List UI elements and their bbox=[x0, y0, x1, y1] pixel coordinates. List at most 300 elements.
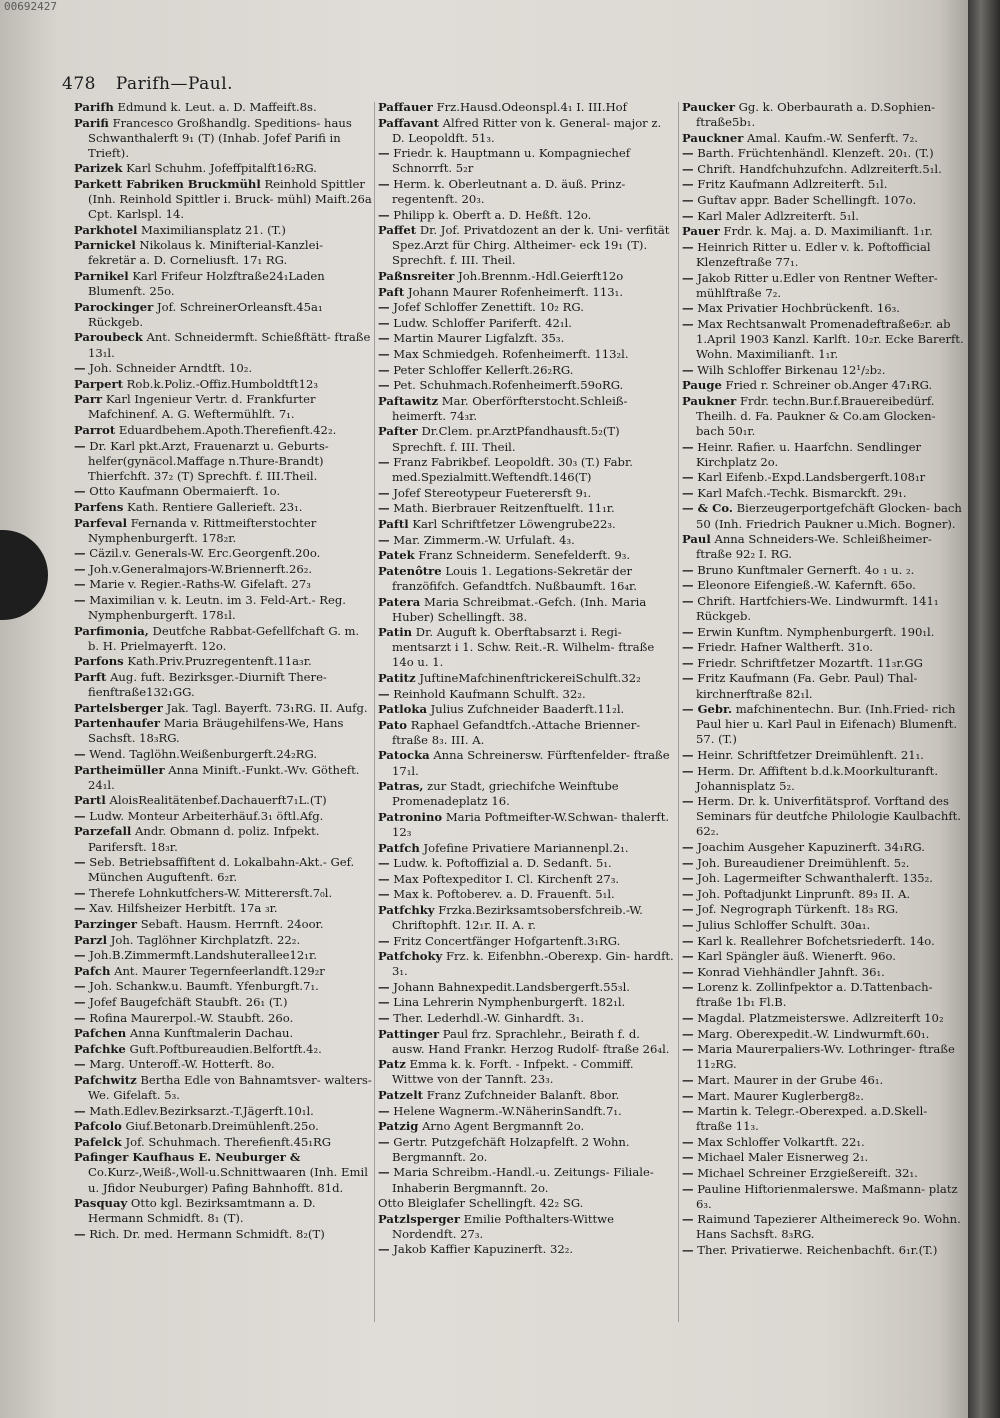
entry-details: Mart. Maurer in der Grube 46₁. bbox=[697, 1072, 884, 1087]
entry-details: Joh.Brennm.-Hdl.Geierft12o bbox=[458, 269, 624, 284]
entry-surname: — bbox=[682, 439, 694, 454]
directory-entry bbox=[378, 1212, 676, 1242]
entry-surname: Paroubeck bbox=[74, 330, 143, 345]
entry-surname: Parnickel bbox=[74, 238, 136, 253]
entry-details: Maria Schreibmat.-Gefch. (Inh. Maria Huber) Schellingft. 38. bbox=[392, 594, 647, 624]
entry-surname: Parnikel bbox=[74, 269, 129, 284]
entry-surname: Patfch bbox=[378, 840, 420, 855]
directory-entry bbox=[682, 1011, 964, 1026]
directory-entry bbox=[682, 1042, 964, 1072]
entry-details: Otto kgl. Bezirksamtmann a. D. Hermann Schmidft. 8₁ (T). bbox=[88, 1196, 316, 1226]
entry-details: Kath. Rentiere Gallerieft. 23₁. bbox=[127, 499, 303, 514]
directory-entry bbox=[378, 1135, 676, 1165]
entry-surname: — bbox=[682, 161, 694, 176]
entry-surname: Paukner bbox=[682, 393, 737, 408]
entry-details: Friedr. Schriftfetzer Mozartft. 11₃r.GG bbox=[697, 655, 923, 670]
entry-surname: Patronino bbox=[378, 809, 443, 824]
entry-surname: — bbox=[682, 886, 694, 901]
entry-details: Fritz Concertfänger Hofgartenft.3₁RG. bbox=[393, 933, 621, 948]
entry-details: Guftav appr. Bader Schellingft. 107o. bbox=[697, 193, 917, 208]
directory-entry bbox=[682, 918, 964, 933]
entry-surname: Parzinger bbox=[74, 916, 138, 931]
entry-details: Jof. SchreinerOrleansft.45a₁ Rückgeb. bbox=[88, 299, 323, 329]
entry-surname: Parft bbox=[74, 669, 107, 684]
entry-details: Dr. Auguft k. Oberftabsarzt i. Regi- mentsarzt i 1. Schw. Reit.-R. Wilhelm- ftraße 14o u. 1. bbox=[392, 625, 655, 670]
entry-details: Karl Frifeur Holzftraße24₁Laden Blumenft. 25o. bbox=[88, 269, 325, 299]
directory-entry bbox=[682, 501, 964, 531]
entry-surname: — bbox=[682, 1088, 694, 1103]
entry-surname: Pafinger Kaufhaus E. Neuburger & bbox=[74, 1150, 301, 1165]
directory-entry bbox=[74, 593, 372, 623]
entry-surname: Parfimonia, bbox=[74, 623, 149, 638]
directory-entry bbox=[74, 516, 372, 546]
entry-details: Pet. Schuhmach.Rofenheimerft.59oRG. bbox=[393, 378, 624, 393]
entry-surname: Parr bbox=[74, 392, 103, 407]
entry-surname: — bbox=[378, 362, 390, 377]
entry-surname: Patocka bbox=[378, 748, 430, 763]
entry-surname: — bbox=[682, 270, 694, 285]
entry-surname: Partheimüller bbox=[74, 762, 165, 777]
entry-surname: Partl bbox=[74, 793, 106, 808]
directory-entry bbox=[682, 317, 964, 362]
directory-entry bbox=[74, 116, 372, 161]
entry-details: Reinhold Kaufmann Schulft. 32₂. bbox=[393, 686, 586, 701]
entry-surname: — bbox=[682, 794, 694, 809]
directory-entry bbox=[378, 1027, 676, 1057]
entry-surname: — bbox=[378, 146, 390, 161]
entry-details: Rob.k.Poliz.-Offiz.Humboldtft12₃ bbox=[126, 376, 318, 391]
entry-details: Jakob Ritter u.Edler von Rentner Wefter- mühlftraße 7₂. bbox=[696, 270, 938, 300]
directory-entry bbox=[682, 271, 964, 301]
entry-details: Maximiliansplatz 21. (T.) bbox=[141, 222, 286, 237]
directory-entry bbox=[378, 872, 676, 887]
directory-entry bbox=[74, 995, 372, 1010]
entry-surname: — bbox=[682, 855, 694, 870]
directory-entry bbox=[74, 1073, 372, 1103]
directory-entry bbox=[378, 949, 676, 979]
page-number: 478 bbox=[62, 74, 96, 94]
entry-surname: — bbox=[74, 948, 86, 963]
directory-entry bbox=[74, 177, 372, 222]
entry-surname: — bbox=[682, 980, 694, 995]
entry-details: Ludw. Schloffer Pariferft. 42₁l. bbox=[393, 315, 572, 330]
page-title: Parifh—Paul. bbox=[115, 74, 234, 94]
entry-details: Math. Bierbrauer Reitzenftuelft. 11₁r. bbox=[393, 501, 615, 516]
entry-surname: Pato bbox=[378, 717, 408, 732]
entry-details: Francesco Großhandlg. Speditions- haus Schwanthalerft 9₁ (T) (Inhab. Jofef Parifi in Trieft). bbox=[88, 115, 352, 160]
directory-column-1 bbox=[74, 100, 372, 1335]
entry-surname: — bbox=[682, 1104, 694, 1119]
directory-entry bbox=[682, 240, 964, 270]
entry-details: Jof. Schuhmach. Therefienft.45₁RG bbox=[125, 1134, 331, 1149]
entry-surname: — bbox=[378, 856, 390, 871]
directory-entry bbox=[378, 331, 676, 346]
entry-surname: — bbox=[378, 315, 390, 330]
entry-details: Fried r. Schreiner ob.Anger 47₁RG. bbox=[725, 378, 933, 393]
directory-entry bbox=[378, 378, 676, 393]
entry-surname: — bbox=[378, 501, 390, 516]
directory-entry bbox=[682, 934, 964, 949]
entry-details: Kath.Priv.Pruzregentenft.11a₃r. bbox=[127, 654, 312, 669]
entry-details: Emma k. k. Forft. - Infpekt. - Commiff. Wittwe von der Tannft. 23₃. bbox=[392, 1057, 634, 1087]
entry-surname: Parkett Fabriken Bruckmühl bbox=[74, 176, 261, 191]
entry-details: Louis 1. Legations-Sekretär der franzöfifch. Gefandtfch. Nußbaumft. 16₄r. bbox=[392, 563, 637, 593]
entry-details: Max Privatier Hochbrückenft. 16₃. bbox=[697, 301, 900, 316]
entry-surname: Partenhaufer bbox=[74, 716, 161, 731]
directory-entry bbox=[74, 269, 372, 299]
directory-entry bbox=[74, 223, 372, 238]
entry-surname: — bbox=[378, 1103, 390, 1118]
directory-entry bbox=[682, 871, 964, 886]
entry-details: Mar. Zimmerm.-W. Urfulaft. 4₃. bbox=[393, 532, 575, 547]
directory-entry bbox=[378, 533, 676, 548]
entry-surname: — bbox=[682, 1165, 694, 1180]
entry-details: Arno Agent Bergmannft 2o. bbox=[422, 1119, 585, 1134]
entry-details: Magdal. Platzmeisterswe. Adlzreiterft 10₂ bbox=[697, 1011, 944, 1026]
entry-details: Fritz Kaufmann Adlzreiterft. 5₁l. bbox=[697, 177, 888, 192]
entry-surname: — bbox=[74, 979, 86, 994]
directory-entry bbox=[378, 1104, 676, 1119]
directory-entry bbox=[74, 1026, 372, 1041]
directory-entry bbox=[682, 840, 964, 855]
entry-surname: Paffavant bbox=[378, 115, 439, 130]
entry-surname: — bbox=[682, 208, 694, 223]
directory-entry bbox=[378, 718, 676, 748]
entry-surname: — bbox=[682, 640, 694, 655]
entry-details: Joh.v.Generalmajors-W.Briennerft.26₂. bbox=[89, 561, 313, 576]
directory-entry bbox=[378, 702, 676, 717]
directory-entry bbox=[74, 824, 372, 854]
entry-surname: Patloka bbox=[378, 702, 427, 717]
entry-details: Herm. Dr. Affiftent b.d.k.Moorkulturanft. Johannisplatz 5₂. bbox=[696, 763, 939, 793]
entry-surname: — bbox=[682, 763, 694, 778]
entry-details: Lina Lehrerin Nymphenburgerft. 182₁l. bbox=[393, 995, 626, 1010]
entry-surname: — bbox=[682, 470, 694, 485]
entry-surname: Paucker bbox=[682, 100, 735, 114]
entry-details: Julius Schloffer Schulft. 30a₁. bbox=[697, 917, 871, 932]
directory-entry bbox=[74, 100, 372, 115]
directory-entry bbox=[74, 1057, 372, 1072]
directory-entry bbox=[378, 779, 676, 809]
entry-details: Fernanda v. Rittmeifterstochter Nymphenburgerft. 178₂r. bbox=[88, 515, 317, 545]
entry-details: Karl Maler Adlzreiterft. 5₁l. bbox=[697, 208, 859, 223]
directory-entry bbox=[378, 208, 676, 223]
entry-surname: — bbox=[682, 316, 694, 331]
entry-details: Herm. k. Oberleutnant a. D. äuß. Prinz- regentenft. 20₃. bbox=[392, 176, 626, 207]
entry-surname: Pafcolo bbox=[74, 1119, 122, 1134]
entry-surname: — bbox=[378, 378, 390, 393]
entry-surname: — bbox=[682, 1212, 694, 1227]
directory-entry bbox=[74, 377, 372, 392]
entry-details: Maria Bräugehilfens-We, Hans Sachsft. 18₃RG. bbox=[88, 716, 344, 746]
entry-surname: Paul bbox=[682, 532, 711, 547]
entry-surname: — bbox=[682, 1242, 694, 1257]
entry-details: Maria Maurerpaliers-Wv. Lothringer- ftraße 11₂RG. bbox=[696, 1042, 955, 1072]
entry-details: Karl Schuhm. Jofeffpitalft16₂RG. bbox=[126, 161, 317, 176]
directory-entry bbox=[378, 1242, 676, 1257]
entry-surname: — bbox=[378, 207, 390, 222]
entry-details: Edmund k. Leut. a. D. Maffeift.8s. bbox=[117, 100, 317, 114]
entry-surname: Parkhotel bbox=[74, 222, 138, 237]
directory-entry bbox=[682, 1243, 964, 1258]
entry-details: zur Stadt, griechifche Weinftube Promenadeplatz 16. bbox=[392, 779, 619, 809]
entry-details: Gg. k. Oberbaurath a. D.Sophien- ftraße5b₁. bbox=[696, 100, 936, 130]
directory-entry bbox=[74, 1135, 372, 1150]
entry-details: Joh. Poftadjunkt Linprunft. 89₃ II. A. bbox=[697, 886, 911, 901]
entry-details: Co.Kurz-,Weiß-,Woll-u.Schnittwaaren (Inh. Emil u. Jfidor Neuburger) Pafing Bahnhofft. 81d. bbox=[88, 1165, 368, 1195]
entry-details: Mar. Oberförfterstocht.Schleiß- heimerft. 74₃r. bbox=[392, 393, 628, 423]
entry-surname: Parzl bbox=[74, 932, 108, 947]
entry-surname: — bbox=[74, 438, 86, 453]
entry-surname: Parzefall bbox=[74, 824, 132, 839]
directory-entry bbox=[378, 285, 676, 300]
entry-details: Marg. Unteroff.-W. Hotterft. 8o. bbox=[89, 1057, 275, 1072]
entry-details: Maximilian v. k. Leutn. im 3. Feld-Art.- Reg. Nymphenburgerft. 178₁l. bbox=[88, 593, 346, 623]
entry-details: Anna Minift.-Funkt.-Wv. Götheft. 24₁l. bbox=[88, 762, 360, 792]
directory-entry bbox=[378, 887, 676, 902]
entry-surname: — bbox=[74, 885, 86, 900]
directory-entry bbox=[682, 193, 964, 208]
directory-entry bbox=[378, 595, 676, 625]
directory-entry bbox=[682, 656, 964, 671]
entry-surname: Patek bbox=[378, 548, 415, 563]
entry-details: Anna Schneiders-We. Schleißheimer- ftraße 92₂ I. RG. bbox=[696, 532, 932, 562]
directory-entry bbox=[682, 980, 964, 1010]
entry-surname: Patenôtre bbox=[378, 563, 442, 578]
entry-details: Martin k. Telegr.-Oberexped. a.D.Skell- ftraße 11₃. bbox=[696, 1104, 928, 1134]
directory-entry bbox=[74, 716, 372, 746]
directory-entry bbox=[682, 764, 964, 794]
entry-details: Anna Kunftmalerin Dachau. bbox=[129, 1026, 294, 1041]
entry-surname: Parockinger bbox=[74, 299, 154, 314]
entry-surname: — bbox=[682, 193, 694, 208]
entry-details: Seb. Betriebsaffiftent d. Lokalbahn-Akt.- Gef. München Auguftenft. 6₂r. bbox=[88, 855, 355, 885]
entry-surname: Pafchke bbox=[74, 1041, 126, 1056]
directory-entry bbox=[682, 1166, 964, 1181]
directory-entry bbox=[74, 439, 372, 484]
entry-surname: Pauer bbox=[682, 224, 720, 239]
entry-details: Max Rechtsanwalt Promenadeftraße6₂r. ab 1.April 1903 Kanzl. Karlft. 10₂r. Ecke Barerft. Wohn. Maximilianft. 1₁r. bbox=[696, 316, 964, 361]
entry-details: Ther. Lederhdl.-W. Ginhardft. 3₁. bbox=[393, 1011, 584, 1026]
entry-details: Karl Mafch.-Techk. Bismarckft. 29₁. bbox=[697, 485, 907, 500]
entry-details: Heinr. Rafier. u. Haarfchn. Sendlinger Kirchplatz 2o. bbox=[696, 439, 922, 469]
entry-surname: — bbox=[74, 1057, 86, 1072]
entry-details: Reinhold Spittler (Inh. Reinhold Spittler i. Bruck- mühl) Maift.26a Cpt. Karlspl. 14. bbox=[88, 176, 372, 222]
entry-details: JuftineMafchinenftrickereiSchulft.32₂ bbox=[419, 670, 641, 685]
entry-surname: — bbox=[74, 808, 86, 823]
entry-surname: — bbox=[682, 578, 694, 593]
entry-surname: — bbox=[378, 331, 390, 346]
directory-entry bbox=[378, 455, 676, 485]
entry-surname: Parfens bbox=[74, 499, 124, 514]
entry-surname: — & Co. bbox=[682, 501, 733, 516]
directory-entry bbox=[682, 532, 964, 562]
entry-surname: — Gebr. bbox=[682, 702, 733, 717]
directory-entry bbox=[74, 964, 372, 979]
directory-column-3 bbox=[682, 100, 964, 1335]
directory-entry bbox=[682, 887, 964, 902]
entry-surname: — bbox=[682, 239, 694, 254]
directory-entry bbox=[74, 747, 372, 762]
entry-surname: Pafchwitz bbox=[74, 1072, 137, 1087]
entry-details: Franz Fabrikbef. Leopoldft. 30₃ (T.) Fabr. med.Spezialmitt.Weftendft.146(T) bbox=[392, 455, 633, 485]
directory-entry bbox=[74, 330, 372, 360]
directory-entry bbox=[682, 563, 964, 578]
entry-surname: — bbox=[74, 546, 86, 561]
directory-entry bbox=[682, 1027, 964, 1042]
entry-details: AloisRealitätenbef.Dachauerft7₁L.(T) bbox=[109, 793, 327, 808]
entry-surname: Patzig bbox=[378, 1119, 419, 1134]
directory-entry bbox=[74, 546, 372, 561]
entry-details: Erwin Kunftm. Nymphenburgerft. 190₁l. bbox=[697, 624, 935, 639]
directory-entry bbox=[74, 392, 372, 422]
entry-details: Herm. Dr. k. Univerfitätsprof. Vorftand des Seminars für deutfche Philologie Kaulbachft. 62₂. bbox=[696, 794, 961, 839]
entry-details: Guft.Poftbureaudien.Belfortft.4₂. bbox=[129, 1041, 322, 1056]
directory-entry bbox=[682, 949, 964, 964]
entry-surname: — bbox=[682, 902, 694, 917]
entry-surname: Parifh bbox=[74, 100, 114, 114]
directory-entry bbox=[378, 146, 676, 176]
directory-entry bbox=[378, 1088, 676, 1103]
entry-details: Marie v. Regier.-Raths-W. Gifelaft. 27₃ bbox=[89, 577, 311, 592]
entry-details: Cäzil.v. Generals-W. Erc.Georgenft.20o. bbox=[89, 546, 321, 561]
directory-entry bbox=[74, 423, 372, 438]
entry-surname: Parfons bbox=[74, 654, 124, 669]
column-rule bbox=[374, 102, 375, 1322]
entry-details: Wilh Schloffer Birkenau 12¹/₂b₂. bbox=[697, 362, 886, 377]
directory-entry bbox=[682, 1104, 964, 1134]
directory-entry bbox=[378, 1011, 676, 1026]
directory-entry bbox=[682, 1073, 964, 1088]
entry-surname: — bbox=[682, 1072, 694, 1087]
entry-surname: — bbox=[378, 995, 390, 1010]
entry-surname: Patitz bbox=[378, 670, 416, 685]
entry-surname: Parifi bbox=[74, 115, 109, 130]
directory-entry bbox=[378, 687, 676, 702]
directory-entry bbox=[682, 702, 964, 747]
entry-surname: — bbox=[74, 484, 86, 499]
entry-details: Math.Edlev.Bezirksarzt.-T.Jägerft.10₁l. bbox=[89, 1103, 314, 1118]
entry-details: Jof. Negrograph Türkenft. 18₃ RG. bbox=[697, 902, 899, 917]
entry-details: Otto Bleiglafer Schellingft. 42₂ SG. bbox=[378, 1196, 584, 1211]
directory-entry bbox=[378, 394, 676, 424]
entry-details: Eleonore Eifengieß.-W. Kafernft. 65o. bbox=[697, 578, 916, 593]
entry-surname: Paßnsreiter bbox=[378, 269, 455, 284]
entry-surname: — bbox=[378, 485, 390, 500]
directory-entry bbox=[378, 903, 676, 933]
entry-details: Bruno Kunftmaler Gernerft. 4o ₁ u. ₂. bbox=[697, 562, 915, 577]
directory-entry bbox=[74, 901, 372, 916]
entry-surname: — bbox=[682, 146, 694, 161]
entry-surname: — bbox=[682, 747, 694, 762]
directory-column-2 bbox=[378, 100, 676, 1335]
directory-entry bbox=[682, 486, 964, 501]
entry-details: Joh. Schneider Arndtft. 10₂. bbox=[89, 361, 253, 376]
entry-surname: Paft bbox=[378, 284, 405, 299]
entry-details: Ludw. Monteur Arbeiterhäuf.3₁ öftl.Afg. bbox=[89, 808, 324, 823]
directory-entry bbox=[74, 933, 372, 948]
directory-entry bbox=[74, 577, 372, 592]
directory-entry bbox=[74, 701, 372, 716]
entry-surname: — bbox=[682, 964, 694, 979]
entry-surname: — bbox=[378, 887, 390, 902]
entry-details: Frz. k. Eifenbhn.-Oberexp. Gin- hardft. 3₁. bbox=[392, 949, 674, 979]
entry-surname: — bbox=[682, 485, 694, 500]
entry-surname: Pauckner bbox=[682, 130, 744, 145]
entry-details: Anna Schreinersw. Fürftenfelder- ftraße 17₁l. bbox=[392, 748, 670, 778]
entry-details: Eduardbehem.Apoth.Therefienft.42₂. bbox=[118, 422, 337, 437]
entry-details: Deutfche Rabbat-Gefellfchaft G. m. b. H. Prielmayerft. 12o. bbox=[88, 623, 360, 653]
entry-surname: — bbox=[682, 301, 694, 316]
binder-notch bbox=[0, 530, 48, 620]
entry-surname: — bbox=[682, 949, 694, 964]
directory-entry bbox=[682, 640, 964, 655]
directory-entry bbox=[682, 363, 964, 378]
directory-entry bbox=[74, 793, 372, 808]
directory-entry bbox=[74, 484, 372, 499]
entry-details: Frzka.Bezirksamtsobersfchreib.-W. Chriftophft. 12₁r. II. A. r. bbox=[392, 902, 643, 932]
directory-entry bbox=[682, 131, 964, 146]
entry-surname: — bbox=[378, 933, 390, 948]
directory-entry bbox=[682, 378, 964, 393]
entry-details: Bierzeugerportgefchäft Glocken- bach 50 (Inh. Friedrich Paukner u.Mich. Bogner). bbox=[696, 501, 962, 531]
entry-surname: — bbox=[378, 1165, 390, 1180]
entry-details: Karl Eifenb.-Expd.Landsbergerft.108₁r bbox=[697, 470, 926, 485]
entry-details: Joh. Schankw.u. Baumft. Yfenburgft.7₁. bbox=[89, 979, 319, 994]
entry-surname: — bbox=[378, 1011, 390, 1026]
entry-details: Joh. Taglöhner Kirchplatzft. 22₂. bbox=[110, 932, 301, 947]
directory-entry bbox=[74, 500, 372, 515]
entry-surname: — bbox=[378, 347, 390, 361]
directory-entry bbox=[378, 934, 676, 949]
entry-surname: — bbox=[682, 1026, 694, 1041]
directory-entry bbox=[682, 177, 964, 192]
directory-entry bbox=[682, 162, 964, 177]
entry-details: Max Schmiedgeh. Rofenheimerft. 113₂l. bbox=[393, 347, 629, 361]
entry-details: Ant. Schneidermft. Schießftätt- ftraße 13₁l. bbox=[88, 330, 371, 360]
entry-surname: — bbox=[378, 300, 390, 315]
entry-details: Rich. Dr. med. Hermann Schmidft. 8₂(T) bbox=[89, 1226, 325, 1241]
entry-details: Maria Schreibm.-Handl.-u. Zeitungs- Filiale-Inhaberin Bergmannft. 2o. bbox=[392, 1165, 654, 1195]
entry-surname: Patzlsperger bbox=[378, 1211, 460, 1226]
directory-entry bbox=[682, 301, 964, 316]
entry-details: Marg. Oberexpedit.-W. Lindwurmft.60₁. bbox=[697, 1026, 930, 1041]
entry-surname: — bbox=[682, 840, 694, 854]
entry-details: Peter Schloffer Kellerft.26₂RG. bbox=[393, 362, 574, 377]
entry-details: Ther. Privatierwe. Reichenbachft. 6₁r.(T.) bbox=[697, 1242, 938, 1257]
entry-details: Ludw. k. Poftoffizial a. D. Sedanft. 5₁. bbox=[393, 856, 612, 871]
entry-details: Dr. Karl pkt.Arzt, Frauenarzt u. Geburts- helfer(gynäcol.Maffage n.Thure-Brandt) Thierfchft. 37₂ (T) Sprechft. f. III.Theil. bbox=[88, 438, 329, 483]
directory-entry bbox=[378, 116, 676, 146]
entry-details: Konrad Viehhändler Jahnft. 36₁. bbox=[697, 964, 885, 979]
directory-entry bbox=[74, 300, 372, 330]
entry-details: Julius Zufchneider Baaderft.11₂l. bbox=[430, 702, 625, 717]
entry-surname: — bbox=[74, 994, 86, 1009]
entry-surname: Patras, bbox=[378, 779, 424, 794]
directory-entry bbox=[682, 100, 964, 130]
entry-details: Nikolaus k. Minifterial-Kanzlei- fekretär a. D. Corneliusft. 17₁ RG. bbox=[88, 238, 324, 268]
entry-details: Paul frz. Sprachlehr., Beirath f. d. ausw. Hand Frankr. Herzog Rudolf- ftraße 26₄l. bbox=[392, 1026, 670, 1056]
entry-surname: Parrot bbox=[74, 422, 116, 437]
directory-entry bbox=[74, 161, 372, 176]
directory-entry bbox=[682, 224, 964, 239]
entry-details: Max Schloffer Volkartft. 22₁. bbox=[697, 1134, 865, 1149]
entry-details: Frdr. techn.Bur.f.Brauereibedürf. Theilh. d. Fa. Paukner & Co.am Glocken- bach 50₁r. bbox=[696, 393, 936, 438]
directory-entry bbox=[378, 100, 676, 115]
entry-details: Max k. Poftoberev. a. D. Frauenft. 5₁l. bbox=[393, 887, 615, 902]
entry-surname: — bbox=[74, 361, 86, 376]
directory-entry bbox=[682, 146, 964, 161]
